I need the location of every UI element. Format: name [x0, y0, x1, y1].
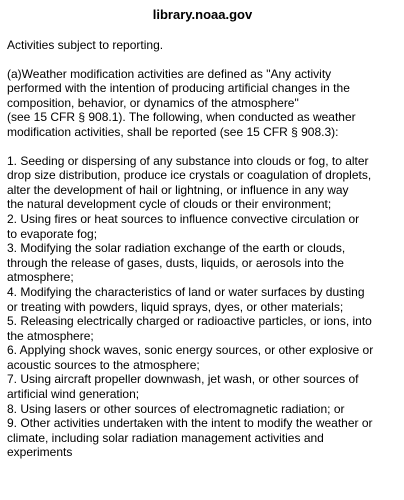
list-item-line: 5. Releasing electrically charged or radioactive particles, or ions, into — [7, 314, 372, 329]
definition-line: composition, behavior, or dynamics of the atmosphere" — [7, 95, 299, 110]
list-item-line: to evaporate fog; — [7, 226, 98, 241]
definition-line: modification activities, shall be reported (see 15 CFR § 908.3): — [7, 124, 339, 139]
definition-line: (a)Weather modification activities are defined as "Any activity — [7, 66, 332, 81]
list-item — [7, 416, 398, 460]
site-title: library.noaa.gov — [152, 7, 253, 22]
list-item-line: 8. Using lasers or other sources of electromagnetic radiation; or — [7, 401, 345, 416]
list-item — [7, 285, 398, 314]
list-item-line: 7. Using aircraft propeller downwash, jet wash, or other sources of — [7, 372, 359, 387]
list-item-line: artificial wind generation; — [7, 387, 140, 402]
list-item-line: climate, including solar radiation management activities and — [7, 430, 324, 445]
list-item — [7, 402, 398, 417]
list-item — [7, 241, 398, 285]
definition-line: performed with the intention of producing artificial changes in the — [7, 81, 350, 96]
list-item-line: alter the development of hail or lightning, or influence in any way — [7, 182, 349, 197]
list-item-line: acoustic sources to the atmosphere; — [7, 357, 200, 372]
list-item-line: drop size distribution, produce ice crystals or coagulation of droplets, — [7, 168, 372, 183]
list-item-line: 1. Seeding or dispersing of any substance into clouds or fog, to alter — [7, 153, 369, 168]
list-item-line: or treating with powders, liquid sprays, dyes, or other materials; — [7, 299, 344, 314]
list-item-line: experiments — [7, 445, 73, 460]
list-item-line: 4. Modifying the characteristics of land or water surfaces by dusting — [7, 284, 365, 299]
definition-line: (see 15 CFR § 908.1). The following, when conducted as weather — [7, 110, 356, 125]
activity-list — [7, 154, 398, 460]
list-item — [7, 212, 398, 241]
list-item — [7, 372, 398, 401]
list-item-line: 9. Other activities undertaken with the intent to modify the weather or — [7, 416, 373, 431]
list-item — [7, 154, 398, 212]
definition-paragraph — [7, 67, 398, 140]
list-item-line: 2. Using fires or heat sources to influence convective circulation or — [7, 211, 360, 226]
list-item-line: 6. Applying shock waves, sonic energy sources, or other explosive or — [7, 343, 374, 358]
list-item-line: atmosphere; — [7, 270, 74, 285]
list-item-line: through the release of gases, dusts, liquids, or aerosols into the — [7, 255, 344, 270]
list-item-line: 3. Modifying the solar radiation exchange of the earth or clouds, — [7, 241, 346, 256]
list-item — [7, 343, 398, 372]
list-item — [7, 314, 398, 343]
list-item-line: the natural development cycle of clouds or their environment; — [7, 197, 332, 212]
list-item-line: the atmosphere; — [7, 328, 94, 343]
section-heading: Activities subject to reporting. — [7, 38, 164, 52]
